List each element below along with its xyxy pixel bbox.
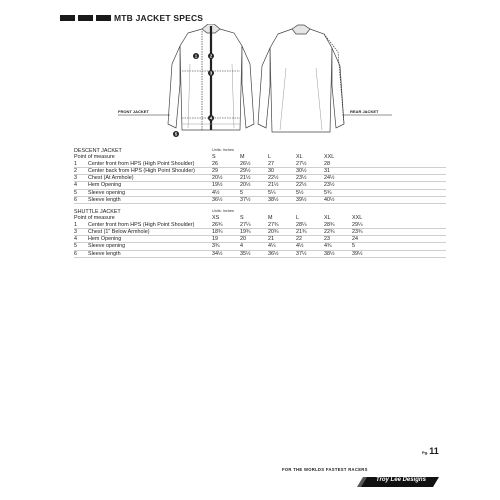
page-prefix: Pg. [422,450,429,455]
header-stripe [96,15,111,21]
table-row [74,236,446,243]
cell: 37½ [296,250,307,257]
footer-tagline: FOR THE WORLDS FASTEST RACERS [282,467,368,472]
cell: 22 [296,236,302,243]
cell: 21½ [240,175,251,182]
table-row [74,190,446,197]
cell: 38½ [324,250,335,257]
cell: 29½ [240,167,251,174]
size-header: XL [296,154,303,161]
cell: 34½ [212,250,223,257]
shuttle-spec-table [74,209,446,258]
row-number: 1 [74,221,77,228]
header-stripe [60,15,75,21]
cell: 35½ [240,250,251,257]
cell: 39½ [296,197,307,204]
cell: 18¾ [212,228,223,235]
descent-units: Units: Inches [212,148,234,152]
table-row [74,161,446,168]
row-number: 2 [74,167,77,174]
cell: 20½ [240,182,251,189]
cell: 27½ [296,160,307,167]
row-number: 1 [74,160,77,167]
svg-text:2: 2 [209,53,213,59]
cell: 4¼ [268,243,276,250]
cell: 19¾ [240,228,251,235]
header-stripe [78,15,93,21]
brand-logo-text: Troy Lee Designs [376,477,426,483]
svg-text:3: 3 [209,70,213,76]
cell: 23 [324,236,330,243]
row-label: Chest (1" Below Armhole) [88,228,150,235]
cell: 39½ [352,250,363,257]
pom-header: Point of measure [74,154,115,161]
page-number-value: 11 [429,446,439,456]
cell: 22¾ [324,228,335,235]
cell: 23½ [324,182,335,189]
page-header [60,13,203,23]
cell: 23½ [296,175,307,182]
cell: 38½ [268,197,279,204]
cell: 4 [240,243,243,250]
cell: 27¾ [268,221,279,228]
size-header: L [296,215,299,222]
jacket-diagram [110,24,400,139]
row-number: 6 [74,250,77,257]
table-row [74,182,446,189]
cell: 36½ [268,250,279,257]
cell: 3¾ [212,243,220,250]
cell: 5 [352,243,355,250]
cell: 36½ [212,197,223,204]
shuttle-title: SHUTTLE JACKET [74,209,121,215]
svg-text:4: 4 [209,115,213,121]
row-number: 3 [74,228,77,235]
cell: 4½ [212,189,220,196]
row-label: Center back from HPS (High Point Shoulder) [88,167,195,174]
cell: 26 [212,160,218,167]
row-label: Hem Opening [88,236,122,243]
cell: 37½ [240,197,251,204]
size-header: L [268,154,271,161]
cell: 5 [240,189,243,196]
cell: 21 [268,236,274,243]
cell: 22½ [296,182,307,189]
cell: 28¼ [296,221,307,228]
table-row [74,197,446,204]
front-jacket-label: FRONT JACKET [118,109,149,114]
page-title: MTB JACKET SPECS [114,13,204,23]
cell: 5¼ [268,189,276,196]
cell: 26½ [240,160,251,167]
size-header: M [268,215,273,222]
cell: 20 [240,236,246,243]
cell: 27¼ [240,221,251,228]
size-header: M [240,154,245,161]
cell: 23¾ [352,228,363,235]
row-label: Sleeve opening [88,189,126,196]
svg-text:5: 5 [174,131,178,137]
size-header: S [212,154,216,161]
row-number: 5 [74,189,77,196]
cell: 4½ [296,243,304,250]
table-row [74,175,446,182]
table-row [74,168,446,175]
table-row [74,251,446,258]
cell: 21¾ [296,228,307,235]
row-label: Center front from HPS (High Point Shoulder) [88,160,195,167]
table-row [74,222,446,229]
cell: 19½ [212,182,223,189]
table-row [74,229,446,236]
row-label: Hem Opening [88,182,122,189]
cell: 31 [324,167,330,174]
row-label: Sleeve length [88,250,121,257]
cell: 5¾ [324,189,332,196]
row-label: Sleeve length [88,197,121,204]
cell: 29 [212,167,218,174]
cell: 28 [324,160,330,167]
cell: 20½ [212,175,223,182]
cell: 4¾ [324,243,332,250]
size-header: XXL [352,215,363,222]
row-label: Center front from HPS (High Point Shoulder) [88,221,195,228]
descent-title: DESCENT JACKET [74,148,122,154]
row-number: 6 [74,197,77,204]
front-jacket-drawing [168,24,254,130]
cell: 20¾ [268,228,279,235]
cell: 40½ [324,197,335,204]
cell: 27 [268,160,274,167]
rear-jacket-drawing [258,25,344,132]
size-header: XL [324,215,331,222]
rear-jacket-label: REAR JACKET [350,109,379,114]
cell: 5½ [296,189,304,196]
page-number [422,446,439,456]
table-row [74,243,446,250]
row-number: 4 [74,236,77,243]
row-label: Sleeve opening [88,243,126,250]
cell: 21½ [268,182,279,189]
cell: 29¼ [352,221,363,228]
row-label: Chest (At Armhole) [88,175,134,182]
row-number: 4 [74,182,77,189]
cell: 30½ [296,167,307,174]
cell: 19 [212,236,218,243]
cell: 28¾ [324,221,335,228]
pom-header: Point of measure [74,215,115,222]
cell: 24 [352,236,358,243]
size-header: XS [212,215,220,222]
cell: 22½ [268,175,279,182]
descent-spec-table [74,148,446,204]
cell: 30 [268,167,274,174]
row-number: 3 [74,175,77,182]
size-header: S [240,215,244,222]
size-header: XXL [324,154,335,161]
cell: 26¾ [212,221,223,228]
row-number: 5 [74,243,77,250]
cell: 24½ [324,175,335,182]
svg-text:1: 1 [194,53,198,59]
shuttle-units: Units: Inches [212,209,234,213]
